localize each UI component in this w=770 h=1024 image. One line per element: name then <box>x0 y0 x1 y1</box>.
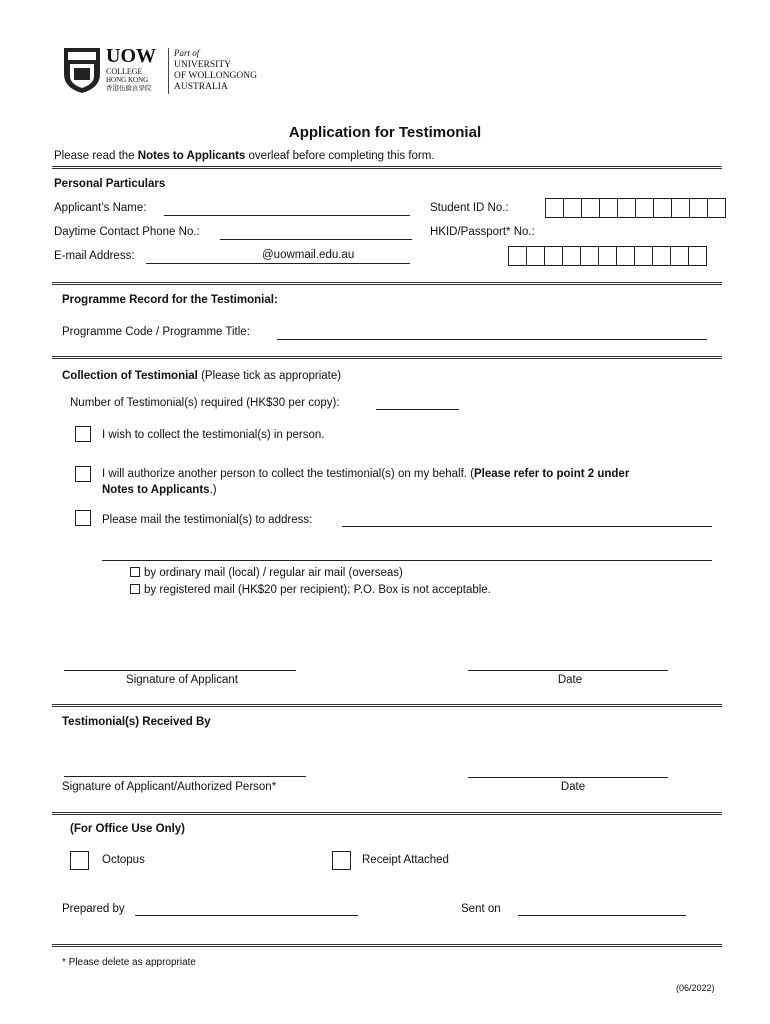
personal-heading: Personal Particulars <box>54 178 166 190</box>
programme-heading: Programme Record for the Testimonial: <box>62 294 278 306</box>
divider-5 <box>52 812 722 815</box>
prepared-by-label: Prepared by <box>62 903 125 915</box>
received-date-field[interactable] <box>468 777 668 778</box>
number-field[interactable] <box>376 409 459 410</box>
collect-in-person-checkbox[interactable] <box>75 426 91 442</box>
logo-partof: Part of <box>174 48 200 58</box>
receipt-checkbox[interactable] <box>332 851 351 870</box>
hkid-field[interactable] <box>508 246 707 266</box>
opt2-pre: I will authorize another person to collect the testimonial(s) on my behalf. ( <box>102 468 475 480</box>
mail-address-field-1[interactable] <box>342 526 712 527</box>
logo-chinese: 香港伍倫貢學院 <box>106 85 152 92</box>
page-title: Application for Testimonial <box>288 124 482 141</box>
mail-address-field-2[interactable] <box>102 560 712 561</box>
receipt-label: Receipt Attached <box>362 854 449 866</box>
crest-icon <box>62 46 102 94</box>
collection-heading <box>62 370 341 382</box>
sent-on-field[interactable] <box>518 915 686 916</box>
prepared-by-field[interactable] <box>135 915 358 916</box>
divider-6 <box>52 944 722 947</box>
received-date-label: Date <box>560 781 586 793</box>
email-label: E-mail Address: <box>54 250 135 262</box>
mail-checkbox[interactable] <box>75 510 91 526</box>
applicant-date-field[interactable] <box>468 670 668 671</box>
divider-3 <box>52 356 722 359</box>
logo-college: COLLEGE <box>106 67 143 76</box>
logo-uow: UOW <box>106 45 156 67</box>
octopus-checkbox[interactable] <box>70 851 89 870</box>
name-field[interactable] <box>164 215 410 216</box>
sent-on-label: Sent on <box>461 903 501 915</box>
footnote: * Please delete as appropriate <box>62 957 196 968</box>
logo-divider <box>168 48 169 94</box>
intro-post: overleaf before completing this form. <box>245 150 435 162</box>
logo-univ3: AUSTRALIA <box>174 82 228 92</box>
octopus-label: Octopus <box>102 854 145 866</box>
collect-in-person-label: I wish to collect the testimonial(s) in person. <box>102 429 325 441</box>
name-label: Applicant’s Name: <box>54 202 147 214</box>
ordinary-mail-label: by ordinary mail (local) / regular air mail (overseas) <box>144 567 403 579</box>
number-label: Number of Testimonial(s) required (HK$30 per copy): <box>70 397 340 409</box>
email-domain: @uowmail.edu.au <box>262 249 355 261</box>
form-version: (06/2022) <box>676 983 715 993</box>
collection-heading-note: (Please tick as appropriate) <box>197 370 342 382</box>
college-logo <box>62 46 272 98</box>
divider-1 <box>52 166 722 169</box>
applicant-date-label: Date <box>557 674 583 686</box>
received-signature-field[interactable] <box>64 776 306 777</box>
registered-mail-label: by registered mail (HK$20 per recipient); P.O. Box is not acceptable. <box>144 584 491 596</box>
registered-mail-option[interactable] <box>130 584 491 596</box>
registered-mail-checkbox-icon <box>130 584 140 594</box>
logo-univ1: UNIVERSITY <box>174 60 231 70</box>
collection-heading-text: Collection of Testimonial <box>62 370 198 382</box>
authorize-person-checkbox[interactable] <box>75 466 91 482</box>
opt2-post: .) <box>209 484 217 496</box>
intro-pre: Please read the <box>54 150 138 162</box>
intro-bold: Notes to Applicants <box>137 150 246 162</box>
office-heading: (For Office Use Only) <box>70 823 186 835</box>
logo-univ2: OF WOLLONGONG <box>174 71 257 81</box>
received-heading: Testimonial(s) Received By <box>62 716 211 728</box>
applicant-signature-label: Signature of Applicant <box>126 674 238 686</box>
student-id-label: Student ID No.: <box>430 202 509 214</box>
received-signature-label: Signature of Applicant/Authorized Person* <box>62 781 277 793</box>
intro-text <box>54 150 435 162</box>
divider-2 <box>52 282 722 285</box>
ordinary-mail-option[interactable] <box>130 567 403 579</box>
applicant-signature-field[interactable] <box>64 670 296 671</box>
opt2-bold2: Notes to Applicants <box>102 484 210 496</box>
authorize-person-label <box>102 466 722 498</box>
mail-label: Please mail the testimonial(s) to address: <box>102 514 313 526</box>
phone-field[interactable] <box>220 239 412 240</box>
opt2-bold: Please refer to point 2 under <box>474 468 630 480</box>
logo-hongkong: HONG KONG <box>106 76 149 84</box>
divider-4 <box>52 704 722 707</box>
student-id-field[interactable] <box>545 198 726 218</box>
email-field[interactable] <box>146 263 410 264</box>
hkid-label: HKID/Passport* No.: <box>430 226 535 238</box>
ordinary-mail-checkbox-icon <box>130 567 140 577</box>
programme-code-field[interactable] <box>277 339 707 340</box>
phone-label: Daytime Contact Phone No.: <box>54 226 200 238</box>
programme-code-label: Programme Code / Programme Title: <box>62 326 250 338</box>
